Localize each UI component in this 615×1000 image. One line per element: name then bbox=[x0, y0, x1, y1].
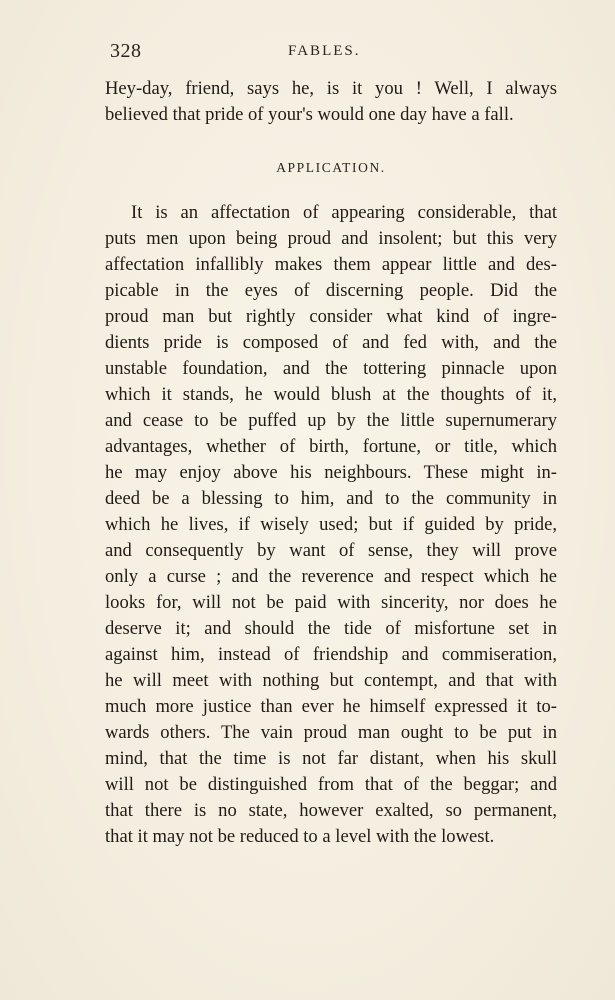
text-line: affectation infallibly makes them appear little and des- bbox=[105, 254, 557, 275]
text-line: unstable foundation, and the tottering pinnacle upon bbox=[105, 358, 557, 379]
text-line: believed that pride of your's would one day have a fall. bbox=[105, 104, 514, 125]
fable-ending bbox=[105, 76, 557, 128]
text-line: which it stands, he would blush at the thoughts of it, bbox=[105, 384, 557, 405]
text-line: and cease to be puffed up by the little supernumerary bbox=[105, 410, 557, 431]
text-line: that there is no state, however exalted, so permanent, bbox=[105, 800, 557, 821]
paragraph-initial bbox=[131, 202, 142, 223]
text-line: that it may not be reduced to a level with the lowest. bbox=[105, 826, 495, 847]
text-line: advantages, whether of birth, fortune, or title, which bbox=[105, 436, 557, 457]
text-line: and consequently by want of sense, they will prove bbox=[105, 540, 557, 561]
text-line: only a curse ; and the reverence and respect which he bbox=[105, 566, 557, 587]
section-heading: APPLICATION. bbox=[276, 160, 386, 175]
text-line: deserve it; and should the tide of misfortune set in bbox=[105, 618, 557, 639]
text-line: picable in the eyes of discerning people. Did the bbox=[105, 280, 557, 301]
text-line: he may enjoy above his neighbours. These might in- bbox=[105, 462, 557, 483]
initial-word: It bbox=[131, 202, 143, 223]
text-line: wards others. The vain proud man ought to be put in bbox=[105, 722, 557, 743]
text-line: against him, instead of friendship and commiseration, bbox=[105, 644, 557, 665]
running-head: FABLES. bbox=[288, 43, 361, 59]
page-header bbox=[110, 40, 530, 64]
text-line: which he lives, if wisely used; but if guided by pride, bbox=[105, 514, 557, 535]
text-line: proud man but rightly consider what kind of ingre- bbox=[105, 306, 557, 327]
text-line: mind, that the time is not far distant, when his skull bbox=[105, 748, 557, 769]
first-line-rest: is an affectation of appearing considerable, that bbox=[142, 202, 557, 223]
text-line bbox=[105, 200, 557, 226]
text-line: much more justice than ever he himself expressed it to- bbox=[105, 696, 557, 717]
text-line: Hey-day, friend, says he, is it you ! Well, I always bbox=[105, 78, 557, 99]
text-line: dients pride is composed of and fed with, and the bbox=[105, 332, 557, 353]
text-line: will not be distinguished from that of the beggar; and bbox=[105, 774, 557, 795]
text-line: he will meet with nothing but contempt, and that with bbox=[105, 670, 557, 691]
page-number: 328 bbox=[110, 40, 142, 62]
text-line: looks for, will not be paid with sincerity, nor does he bbox=[105, 592, 557, 613]
application-paragraph bbox=[105, 200, 557, 850]
text-line: deed be a blessing to him, and to the community in bbox=[105, 488, 557, 509]
text-line: puts men upon being proud and insolent; but this very bbox=[105, 228, 557, 249]
